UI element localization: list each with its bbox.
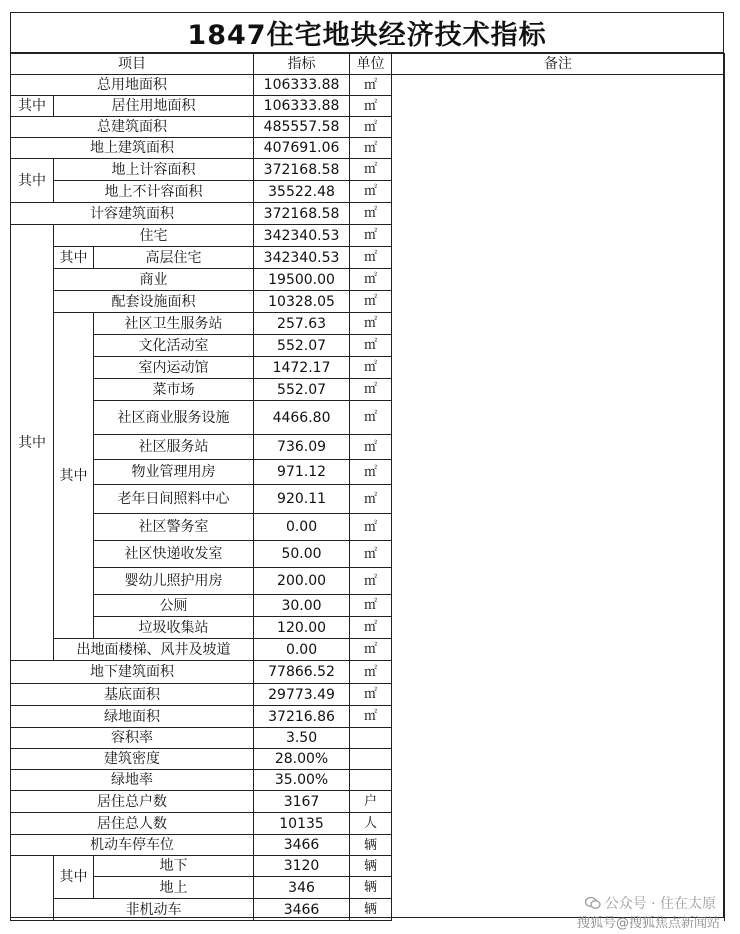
row-unit: ㎡	[350, 159, 392, 181]
row-value: 407691.06	[254, 138, 350, 159]
row-unit: ㎡	[350, 203, 392, 225]
row-label: 计容建筑面积	[11, 203, 254, 225]
row-unit	[350, 749, 392, 770]
row-value: 736.09	[254, 435, 350, 460]
row-value: 372168.58	[254, 159, 350, 181]
row-label: 居住用地面积	[54, 96, 254, 117]
among-label: 其中	[11, 225, 54, 661]
row-unit: ㎡	[350, 514, 392, 541]
row-unit: ㎡	[350, 460, 392, 485]
row-label: 地上不计容面积	[54, 181, 254, 203]
row-unit: ㎡	[350, 181, 392, 203]
row-value: 3466	[254, 835, 350, 856]
row-unit: ㎡	[350, 661, 392, 684]
row-value: 0.00	[254, 639, 350, 661]
row-value: 3.50	[254, 728, 350, 749]
row-unit: ㎡	[350, 639, 392, 661]
row-unit: ㎡	[350, 401, 392, 435]
row-label: 住宅	[54, 225, 254, 247]
row-value: 3120	[254, 856, 350, 877]
row-unit: ㎡	[350, 117, 392, 138]
row-unit: ㎡	[350, 357, 392, 379]
row-label: 地上建筑面积	[11, 138, 254, 159]
row-unit: 辆	[350, 856, 392, 877]
row-value: 106333.88	[254, 75, 350, 96]
row-unit: ㎡	[350, 379, 392, 401]
row-unit: ㎡	[350, 138, 392, 159]
row-value: 342340.53	[254, 247, 350, 269]
row-unit: 辆	[350, 835, 392, 856]
row-label: 地下	[94, 856, 254, 877]
row-label: 绿地率	[11, 770, 254, 791]
row-label: 社区警务室	[94, 514, 254, 541]
among-label: 其中	[54, 313, 94, 639]
notes-column	[392, 75, 725, 921]
row-value: 200.00	[254, 568, 350, 595]
row-unit	[350, 728, 392, 749]
header-note: 备注	[392, 54, 725, 75]
row-unit: ㎡	[350, 225, 392, 247]
row-unit: ㎡	[350, 75, 392, 96]
row-value: 3167	[254, 791, 350, 813]
row-value: 30.00	[254, 595, 350, 617]
row-label: 婴幼儿照护用房	[94, 568, 254, 595]
among-label: 其中	[11, 159, 54, 203]
row-label: 公厕	[94, 595, 254, 617]
row-label: 居住总人数	[11, 813, 254, 835]
row-label: 居住总户数	[11, 791, 254, 813]
row-value: 35522.48	[254, 181, 350, 203]
row-value: 552.07	[254, 379, 350, 401]
row-value: 971.12	[254, 460, 350, 485]
row-label: 老年日间照料中心	[94, 485, 254, 514]
row-unit: ㎡	[350, 269, 392, 291]
watermark-source: 搜狐号@搜狐焦点新闻站	[576, 916, 720, 931]
header-item: 项目	[11, 54, 254, 75]
row-unit: ㎡	[350, 335, 392, 357]
row-label: 菜市场	[94, 379, 254, 401]
row-label: 绿地面积	[11, 706, 254, 728]
row-unit: ㎡	[350, 617, 392, 639]
row-value: 35.00%	[254, 770, 350, 791]
row-label: 非机动车	[54, 899, 254, 921]
row-value: 920.11	[254, 485, 350, 514]
row-label: 社区卫生服务站	[94, 313, 254, 335]
row-label: 文化活动室	[94, 335, 254, 357]
row-label: 物业管理用房	[94, 460, 254, 485]
row-label: 社区服务站	[94, 435, 254, 460]
row-unit: ㎡	[350, 706, 392, 728]
header-value: 指标	[254, 54, 350, 75]
row-unit: 人	[350, 813, 392, 835]
row-label: 总建筑面积	[11, 117, 254, 138]
row-value: 50.00	[254, 541, 350, 568]
row-unit: ㎡	[350, 568, 392, 595]
row-label: 建筑密度	[11, 749, 254, 770]
row-unit	[350, 770, 392, 791]
row-value: 37216.86	[254, 706, 350, 728]
row-unit: 辆	[350, 899, 392, 921]
row-value: 4466.80	[254, 401, 350, 435]
indicator-table	[10, 53, 725, 921]
row-value: 1472.17	[254, 357, 350, 379]
among-label: 其中	[11, 96, 54, 117]
row-label: 总用地面积	[11, 75, 254, 96]
row-value: 19500.00	[254, 269, 350, 291]
row-label: 室内运动馆	[94, 357, 254, 379]
row-label: 出地面楼梯、风井及坡道	[54, 639, 254, 661]
row-label: 地上	[94, 877, 254, 899]
row-value: 77866.52	[254, 661, 350, 684]
row-value: 342340.53	[254, 225, 350, 247]
header-unit: 单位	[350, 54, 392, 75]
row-label: 商业	[54, 269, 254, 291]
row-value: 28.00%	[254, 749, 350, 770]
row-value: 120.00	[254, 617, 350, 639]
row-value: 346	[254, 877, 350, 899]
row-value: 485557.58	[254, 117, 350, 138]
row-value: 372168.58	[254, 203, 350, 225]
row-label: 社区快递收发室	[94, 541, 254, 568]
row-value: 10328.05	[254, 291, 350, 313]
row-unit: ㎡	[350, 485, 392, 514]
row-unit: ㎡	[350, 247, 392, 269]
row-unit: 户	[350, 791, 392, 813]
table-row	[11, 75, 725, 96]
watermark-account: 公众号 · 住在太原	[604, 896, 716, 912]
row-value: 29773.49	[254, 684, 350, 706]
row-label: 高层住宅	[94, 247, 254, 269]
row-value: 3466	[254, 899, 350, 921]
wechat-watermark	[585, 893, 716, 913]
row-unit: ㎡	[350, 96, 392, 117]
row-label: 基底面积	[11, 684, 254, 706]
row-value: 257.63	[254, 313, 350, 335]
row-value: 106333.88	[254, 96, 350, 117]
row-label: 容积率	[11, 728, 254, 749]
header-row	[11, 54, 725, 75]
row-unit: ㎡	[350, 595, 392, 617]
row-label: 地上计容面积	[54, 159, 254, 181]
row-unit: ㎡	[350, 435, 392, 460]
row-unit: ㎡	[350, 541, 392, 568]
among-label: 其中	[54, 856, 94, 899]
row-value: 10135	[254, 813, 350, 835]
row-unit: ㎡	[350, 291, 392, 313]
row-value: 0.00	[254, 514, 350, 541]
row-label: 配套设施面积	[54, 291, 254, 313]
row-label: 社区商业服务设施	[94, 401, 254, 435]
row-label: 机动车停车位	[11, 835, 254, 856]
row-value: 552.07	[254, 335, 350, 357]
page-title: 1847住宅地块经济技术指标	[187, 19, 547, 51]
wechat-icon	[585, 896, 601, 910]
row-label: 地下建筑面积	[11, 661, 254, 684]
row-unit: 辆	[350, 877, 392, 899]
row-unit: ㎡	[350, 684, 392, 706]
among-label: 其中	[54, 247, 94, 269]
row-label: 垃圾收集站	[94, 617, 254, 639]
blank-cell	[11, 856, 54, 921]
row-unit: ㎡	[350, 313, 392, 335]
